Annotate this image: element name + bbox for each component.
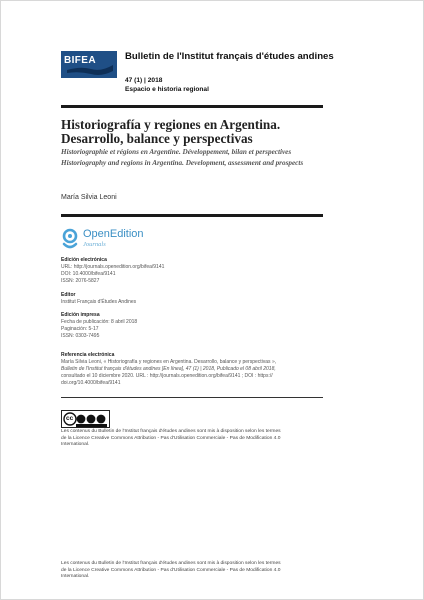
referencia-line-3[interactable]: consultado el 10 diciembre 2020. URL : http://journals.openedition.org/bifea/9141 ; DOI : https://	[61, 373, 273, 379]
referencia-line-1: María Silvia Leoni, « Historiografía y regiones en Argentina. Desarrollo, balance y perspectivas »,	[61, 359, 277, 365]
bifea-logo	[61, 51, 117, 78]
license-line-3: International.	[61, 442, 90, 448]
license-rule	[61, 397, 323, 398]
edicion-electronica-issn: ISSN: 2076-5827	[61, 278, 100, 284]
journal-title: Bulletin de l'Institut français d'études andines	[125, 51, 334, 62]
bifea-logo-text: BIFEA	[64, 55, 96, 66]
referencia-head: Referencia electrónica	[61, 352, 115, 358]
footer-line-3: International.	[61, 574, 90, 580]
article-title-fr: Historiographie et régions en Argentine. Développement, bilan et perspectives	[61, 148, 292, 156]
footer-line-2: de la Licence Creative Commons Attribution - Pas d'Utilisation Commerciale - Pas de Modification 4.0	[61, 567, 281, 573]
creative-commons-badge-label: cc	[66, 415, 74, 422]
edicion-electronica-url[interactable]: URL: http://journals.openedition.org/bifea/9141	[61, 264, 165, 270]
openedition-logo-icon	[61, 228, 83, 252]
edicion-impresa-block	[61, 312, 361, 340]
article-title: Historiografía y regiones en Argentina. Desarrollo, balance y perspectivas	[61, 117, 281, 146]
license-line-2: de la Licence Creative Commons Attribution - Pas d'Utilisation Commerciale - Pas de Modification 4.0	[61, 435, 281, 441]
edicion-electronica-doi: DOI: 10.4000/bifea/9141	[61, 271, 116, 277]
license-line-1: Les contenus du Bulletin de l'Institut français d'études andines sont mis à disposition selon les termes	[61, 429, 281, 434]
referencia-line-4[interactable]: doi.org/10.4000/bifea/9141	[61, 380, 121, 386]
edicion-impresa-fecha: Fecha de publicación: 8 abril 2018	[61, 319, 138, 325]
article-author: María Silvia Leoni	[61, 194, 117, 201]
issue-number: 47 (1) | 2018	[125, 77, 163, 84]
footer-line-1: Les contenus du Bulletin de l'Institut français d'études andines sont mis à disposition selon les termes	[61, 561, 281, 566]
referencia-block	[61, 352, 361, 387]
creative-commons-badge	[61, 410, 110, 428]
referencia-line-2: Bulletin de l'Institut français d'études andines [En línea], 47 (1) | 2018, Publicado el 08 abril 2018,	[61, 366, 276, 372]
openedition-sub: Journals	[83, 241, 106, 248]
edicion-impresa-head: Edición impresa	[61, 312, 100, 318]
editor-block	[61, 292, 361, 306]
openedition-name: OpenEdition	[83, 228, 144, 240]
author-rule	[61, 214, 323, 217]
edicion-impresa-paginacion: Paginación: 5-17	[61, 326, 99, 332]
header-rule	[61, 105, 323, 108]
edicion-impresa-issn: ISSN: 0303-7495	[61, 333, 100, 339]
footer-note	[61, 561, 361, 581]
license-text	[61, 429, 323, 449]
editor-name: Institut Français d'Études Andines	[61, 299, 137, 305]
issue-theme: Espacio e historia regional	[125, 86, 209, 93]
editor-head: Editor	[61, 292, 76, 298]
article-title-en: Historiography and regions in Argentina. Development, assessment and prospects	[61, 159, 304, 167]
edicion-electronica-head: Edición electrónica	[61, 257, 107, 263]
edicion-electronica-block	[61, 257, 361, 285]
